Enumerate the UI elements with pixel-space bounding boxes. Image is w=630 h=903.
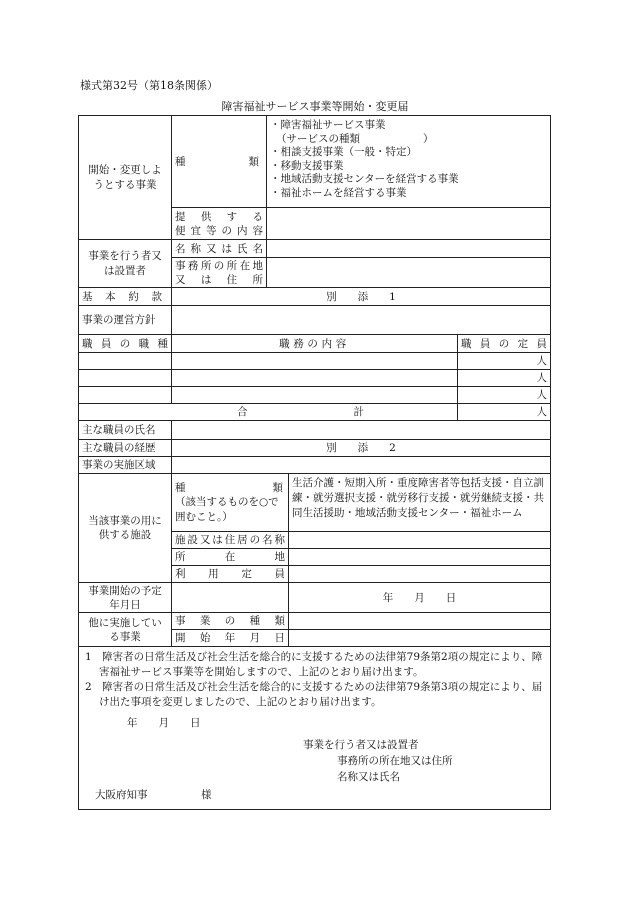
benefit-content-field[interactable] — [267, 208, 551, 240]
start-date-blank[interactable] — [172, 583, 289, 613]
basic-terms-label: 基本約款 — [79, 288, 172, 306]
honorific: 様 — [201, 789, 212, 801]
notification-form-table — [78, 115, 551, 810]
business-to-start-label: 開始・変更しようとする事業 — [79, 116, 172, 240]
operating-policy-label: 事業の運営方針 — [79, 306, 172, 335]
declaration-note-2: 2 障害者の日常生活及び社会生活を総合的に支援するための法律第79条第3項の規定により、届け出た事項を変更しましたので、上記のとおり届け出ます。 — [85, 681, 543, 708]
facility-label: 当該事業の用に 供する施設 — [79, 474, 172, 583]
business-type-label: 種 類 — [172, 116, 267, 208]
main-staff-history-value: 別 添 2 — [172, 440, 551, 457]
operating-policy-field[interactable] — [172, 306, 551, 335]
staff-title-cell[interactable] — [79, 353, 172, 370]
basic-terms-value: 別 添 1 — [172, 288, 551, 306]
declaration-section — [79, 647, 551, 810]
addressee: 大阪府知事 — [95, 789, 148, 801]
service-area-field[interactable] — [172, 457, 551, 474]
main-staff-names-label: 主な職員の氏名 — [79, 421, 172, 440]
staff-title-cell[interactable] — [79, 370, 172, 387]
business-type-options[interactable] — [267, 116, 551, 208]
type-option-service-kind: （サービスの種類 ） — [276, 132, 434, 145]
type-option-welfare-service: ・障害福祉サービス事業 — [270, 119, 386, 131]
facility-type-label: 種 類 （該当するものを○で囲むこと。） — [172, 474, 289, 532]
operator-caption: 事業を行う者又は設置者 — [303, 739, 419, 751]
staff-duties-cell[interactable] — [172, 387, 458, 404]
start-date-label: 事業開始の予定年月日 — [79, 583, 172, 613]
office-address-caption: 事務所の所在地又は住所 — [337, 755, 453, 767]
other-business-type-field[interactable] — [289, 613, 551, 630]
facility-capacity-field[interactable] — [289, 566, 551, 583]
facility-location-field[interactable] — [289, 549, 551, 566]
type-option-mobility: ・移動支援事業 — [270, 159, 344, 172]
operator-label: 事業を行う者又は設置者 — [79, 240, 172, 288]
staff-quota-cell[interactable]: 人 — [458, 370, 551, 387]
staff-duties-cell[interactable] — [172, 353, 458, 370]
staff-duties-cell[interactable] — [172, 370, 458, 387]
main-staff-history-label: 主な職員の経歴 — [79, 440, 172, 457]
other-business-type-label: 事業の種類 — [172, 613, 289, 630]
other-business-label: 他に実施している事業 — [79, 613, 172, 647]
staff-quota-cell[interactable]: 人 — [458, 387, 551, 404]
type-option-consultation: ・相談支援事業（一般・特定） — [270, 146, 417, 158]
type-option-welfare-home: ・福祉ホームを経営する事業 — [270, 186, 407, 199]
staff-quota-cell[interactable]: 人 — [458, 353, 551, 370]
operator-name-field[interactable] — [267, 240, 551, 258]
staff-total-quota[interactable]: 人 — [458, 404, 551, 421]
type-option-activity-center: ・地域活動支援センターを経営する事業 — [270, 173, 459, 185]
name-caption: 名称又は氏名 — [337, 771, 400, 783]
facility-capacity-label: 利 用 定 員 — [172, 566, 289, 583]
facility-name-field[interactable] — [289, 532, 551, 549]
main-staff-names-field[interactable] — [172, 421, 551, 440]
operator-name-label: 名称又は氏名 — [172, 240, 267, 258]
service-area-label: 事業の実施区域 — [79, 457, 172, 474]
operator-address-field[interactable] — [267, 258, 551, 288]
facility-location-label: 所 在 地 — [172, 549, 289, 566]
operator-address-label: 事務所の所在地 又は住所 — [172, 258, 267, 288]
facility-type-options[interactable]: 生活介護・短期入所・重度障害者等包括支援・自立訓練・就労選択支援・就労移行支援・就労継続支援・共同生活援助・地域活動支援センター・福祉ホーム — [289, 474, 551, 532]
staff-total-label: 合 計 — [79, 404, 458, 421]
form-number: 様式第32号（第18条関係） — [80, 79, 218, 92]
staff-quota-header: 職員の定員 — [458, 335, 551, 353]
other-business-date-field[interactable] — [289, 630, 551, 647]
facility-name-label: 施設又は住居の名称 — [172, 532, 289, 549]
declaration-note-1: 1 障害者の日常生活及び社会生活を総合的に支援するための法律第79条第2項の規定により、障害福祉サービス事業等を開始しますので、上記のとおり届け出ます。 — [85, 651, 543, 678]
other-business-date-label: 開始年月日 — [172, 630, 289, 647]
declaration-date[interactable]: 年 月 日 — [127, 717, 201, 729]
start-date-value[interactable]: 年 月 日 — [289, 583, 551, 613]
staff-title-cell[interactable] — [79, 387, 172, 404]
staff-title-header: 職員の職種 — [79, 335, 172, 353]
benefit-content-label: 提供する 便宜等の内容 — [172, 208, 267, 240]
document-title: 障害福祉サービス事業等開始・変更届 — [221, 100, 409, 113]
staff-duties-header: 職務の内容 — [172, 335, 458, 353]
